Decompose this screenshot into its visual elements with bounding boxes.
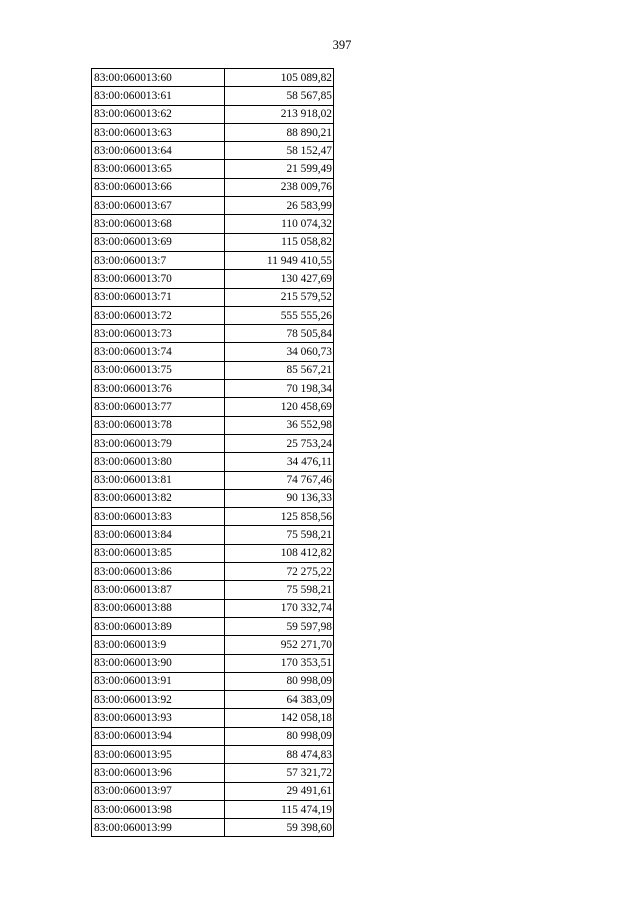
cadastral-number-cell: 83:00:060013:60 xyxy=(92,69,225,87)
value-cell: 36 552,98 xyxy=(225,416,334,434)
value-cell: 115 058,82 xyxy=(225,233,334,251)
value-cell: 213 918,02 xyxy=(225,105,334,123)
table-body xyxy=(92,69,334,837)
value-cell: 215 579,52 xyxy=(225,288,334,306)
cadastral-number-cell: 83:00:060013:89 xyxy=(92,617,225,635)
cadastral-number-cell: 83:00:060013:96 xyxy=(92,764,225,782)
value-cell: 75 598,21 xyxy=(225,526,334,544)
table-row xyxy=(92,270,334,288)
value-cell: 952 271,70 xyxy=(225,636,334,654)
cadastral-number-cell: 83:00:060013:88 xyxy=(92,599,225,617)
table-row xyxy=(92,380,334,398)
value-cell: 142 058,18 xyxy=(225,709,334,727)
table-row xyxy=(92,672,334,690)
value-cell: 58 567,85 xyxy=(225,87,334,105)
value-cell: 72 275,22 xyxy=(225,563,334,581)
table-row xyxy=(92,654,334,672)
table-row xyxy=(92,526,334,544)
cadastral-number-cell: 83:00:060013:78 xyxy=(92,416,225,434)
cadastral-number-cell: 83:00:060013:61 xyxy=(92,87,225,105)
cadastral-number-cell: 83:00:060013:80 xyxy=(92,453,225,471)
cadastral-number-cell: 83:00:060013:99 xyxy=(92,819,225,837)
cadastral-number-cell: 83:00:060013:74 xyxy=(92,343,225,361)
table-row xyxy=(92,197,334,215)
table-row xyxy=(92,453,334,471)
table-row xyxy=(92,764,334,782)
table-row xyxy=(92,142,334,160)
value-cell: 238 009,76 xyxy=(225,178,334,196)
table-row xyxy=(92,599,334,617)
value-cell: 11 949 410,55 xyxy=(225,251,334,269)
cadastral-number-cell: 83:00:060013:93 xyxy=(92,709,225,727)
value-cell: 78 505,84 xyxy=(225,325,334,343)
cadastral-number-cell: 83:00:060013:65 xyxy=(92,160,225,178)
table-row xyxy=(92,727,334,745)
value-cell: 170 353,51 xyxy=(225,654,334,672)
cadastral-number-cell: 83:00:060013:92 xyxy=(92,691,225,709)
table-row xyxy=(92,69,334,87)
value-cell: 34 476,11 xyxy=(225,453,334,471)
cadastral-number-cell: 83:00:060013:83 xyxy=(92,508,225,526)
table-row xyxy=(92,160,334,178)
value-cell: 90 136,33 xyxy=(225,489,334,507)
table-row xyxy=(92,581,334,599)
value-cell: 70 198,34 xyxy=(225,380,334,398)
table-row xyxy=(92,819,334,837)
cadastral-number-cell: 83:00:060013:62 xyxy=(92,105,225,123)
value-cell: 34 060,73 xyxy=(225,343,334,361)
table-row xyxy=(92,489,334,507)
table-row xyxy=(92,251,334,269)
value-cell: 80 998,09 xyxy=(225,672,334,690)
value-cell: 120 458,69 xyxy=(225,398,334,416)
value-cell: 115 474,19 xyxy=(225,800,334,818)
cadastral-number-cell: 83:00:060013:82 xyxy=(92,489,225,507)
cadastral-value-table xyxy=(91,68,334,837)
table-row xyxy=(92,306,334,324)
table-row xyxy=(92,508,334,526)
cadastral-number-cell: 83:00:060013:7 xyxy=(92,251,225,269)
cadastral-number-cell: 83:00:060013:73 xyxy=(92,325,225,343)
value-cell: 57 321,72 xyxy=(225,764,334,782)
cadastral-number-cell: 83:00:060013:94 xyxy=(92,727,225,745)
table-row xyxy=(92,471,334,489)
value-cell: 110 074,32 xyxy=(225,215,334,233)
cadastral-number-cell: 83:00:060013:81 xyxy=(92,471,225,489)
cadastral-number-cell: 83:00:060013:77 xyxy=(92,398,225,416)
cadastral-number-cell: 83:00:060013:71 xyxy=(92,288,225,306)
value-cell: 85 567,21 xyxy=(225,361,334,379)
table-row xyxy=(92,215,334,233)
table-row xyxy=(92,325,334,343)
value-cell: 21 599,49 xyxy=(225,160,334,178)
value-cell: 26 583,99 xyxy=(225,197,334,215)
cadastral-number-cell: 83:00:060013:68 xyxy=(92,215,225,233)
table-row xyxy=(92,782,334,800)
value-cell: 29 491,61 xyxy=(225,782,334,800)
table-row xyxy=(92,709,334,727)
value-cell: 170 332,74 xyxy=(225,599,334,617)
table-row xyxy=(92,361,334,379)
value-cell: 88 890,21 xyxy=(225,123,334,141)
table-row xyxy=(92,233,334,251)
value-cell: 59 597,98 xyxy=(225,617,334,635)
table-row xyxy=(92,123,334,141)
cadastral-number-cell: 83:00:060013:85 xyxy=(92,544,225,562)
cadastral-number-cell: 83:00:060013:91 xyxy=(92,672,225,690)
table-row xyxy=(92,343,334,361)
table-row xyxy=(92,691,334,709)
value-cell: 125 858,56 xyxy=(225,508,334,526)
value-cell: 130 427,69 xyxy=(225,270,334,288)
table-row xyxy=(92,563,334,581)
value-cell: 555 555,26 xyxy=(225,306,334,324)
value-cell: 105 089,82 xyxy=(225,69,334,87)
table-row xyxy=(92,416,334,434)
value-cell: 64 383,09 xyxy=(225,691,334,709)
cadastral-number-cell: 83:00:060013:64 xyxy=(92,142,225,160)
table-row xyxy=(92,434,334,452)
cadastral-number-cell: 83:00:060013:70 xyxy=(92,270,225,288)
value-cell: 74 767,46 xyxy=(225,471,334,489)
cadastral-number-cell: 83:00:060013:76 xyxy=(92,380,225,398)
cadastral-number-cell: 83:00:060013:66 xyxy=(92,178,225,196)
table-row xyxy=(92,105,334,123)
cadastral-number-cell: 83:00:060013:97 xyxy=(92,782,225,800)
cadastral-number-cell: 83:00:060013:95 xyxy=(92,745,225,763)
cadastral-number-cell: 83:00:060013:98 xyxy=(92,800,225,818)
value-cell: 80 998,09 xyxy=(225,727,334,745)
value-cell: 108 412,82 xyxy=(225,544,334,562)
value-cell: 59 398,60 xyxy=(225,819,334,837)
cadastral-number-cell: 83:00:060013:9 xyxy=(92,636,225,654)
cadastral-number-cell: 83:00:060013:90 xyxy=(92,654,225,672)
cadastral-number-cell: 83:00:060013:69 xyxy=(92,233,225,251)
page-number: 397 xyxy=(332,38,352,52)
value-cell: 58 152,47 xyxy=(225,142,334,160)
value-cell: 88 474,83 xyxy=(225,745,334,763)
table-row xyxy=(92,544,334,562)
cadastral-number-cell: 83:00:060013:87 xyxy=(92,581,225,599)
table-row xyxy=(92,800,334,818)
cadastral-number-cell: 83:00:060013:79 xyxy=(92,434,225,452)
table-row xyxy=(92,87,334,105)
cadastral-number-cell: 83:00:060013:86 xyxy=(92,563,225,581)
table-row xyxy=(92,178,334,196)
table-row xyxy=(92,398,334,416)
value-cell: 25 753,24 xyxy=(225,434,334,452)
cadastral-number-cell: 83:00:060013:67 xyxy=(92,197,225,215)
cadastral-number-cell: 83:00:060013:63 xyxy=(92,123,225,141)
table-row xyxy=(92,636,334,654)
table-row xyxy=(92,288,334,306)
cadastral-number-cell: 83:00:060013:75 xyxy=(92,361,225,379)
table-row xyxy=(92,745,334,763)
table-row xyxy=(92,617,334,635)
cadastral-number-cell: 83:00:060013:84 xyxy=(92,526,225,544)
value-cell: 75 598,21 xyxy=(225,581,334,599)
cadastral-number-cell: 83:00:060013:72 xyxy=(92,306,225,324)
